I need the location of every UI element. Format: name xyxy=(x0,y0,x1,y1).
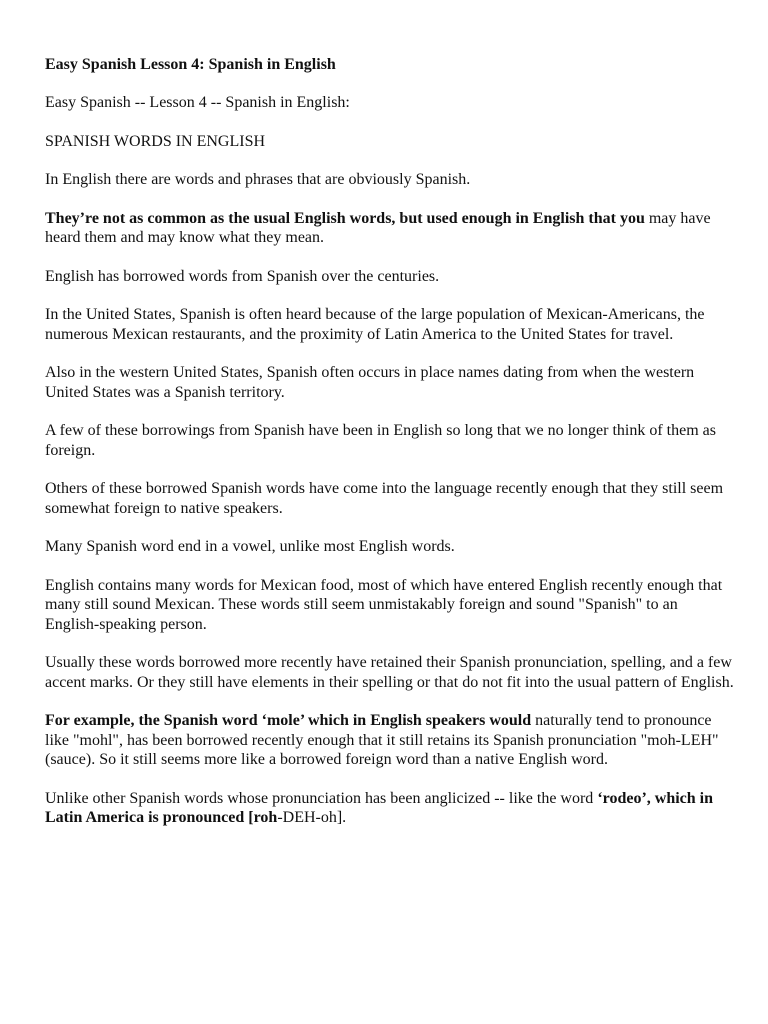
paragraph xyxy=(45,653,735,692)
paragraph-text: A few of these borrowings from Spanish have been in English so long that we no longer think of them as foreign. xyxy=(45,422,716,459)
paragraph-text: Others of these borrowed Spanish words have come into the language recently enough that they still seem somewhat foreign to native speakers. xyxy=(45,480,724,517)
paragraph-bold-text: For example, the Spanish word ‘mole’ which in English speakers would xyxy=(45,712,532,729)
paragraph-text: English has borrowed words from Spanish over the centuries. xyxy=(45,267,440,285)
paragraph-bold-text: They’re not as common as the usual English words, but used enough in English that you xyxy=(45,209,645,227)
paragraph xyxy=(45,363,735,402)
paragraph-text: naturally tend to pronounce like "mohl", has been borrowed recently enough that it still retains its Spanish pronunciation "moh-LEH" (sauce). So it still seems more like a borrowed foreign word than a native English word. xyxy=(45,712,719,768)
paragraph-text: may have heard them and may know what they mean. xyxy=(45,209,711,246)
paragraph-text: Unlike other Spanish words whose pronunciation has been anglicized -- like the word xyxy=(45,789,598,807)
paragraph-text: In the United States, Spanish is often heard because of the large population of Mexican-Americans, the numerous Mexican restaurants, and the proximity of Latin America to the United States for travel. xyxy=(45,306,705,343)
paragraph-text: Usually these words borrowed more recently have retained their Spanish pronunciation, spelling, and a few accent marks. Or they still have elements in their spelling or that do not fit into the usual pattern of English. xyxy=(45,654,734,691)
paragraph-bold-text: ‘rodeo’, which in Latin America is pronounced [roh xyxy=(45,789,714,826)
paragraph xyxy=(45,479,735,518)
paragraph xyxy=(45,267,735,287)
paragraph-text: -DEH-oh]. xyxy=(277,809,347,826)
paragraph-text: English contains many words for Mexican food, most of which have entered English recently enough that many still sound Mexican. These words still seem unmistakably foreign and sound "Spanish" to an English-speaking person. xyxy=(45,576,723,633)
document-page xyxy=(45,55,735,847)
paragraph-text: Easy Spanish -- Lesson 4 -- Spanish in English: xyxy=(45,94,350,111)
paragraph xyxy=(45,209,735,248)
paragraph xyxy=(45,789,735,828)
paragraph xyxy=(45,305,735,344)
paragraph-text: SPANISH WORDS IN ENGLISH xyxy=(45,132,266,150)
section-heading xyxy=(45,132,735,152)
paragraph xyxy=(45,576,735,635)
document-title: Easy Spanish Lesson 4: Spanish in English xyxy=(45,56,336,73)
paragraph-text: In English there are words and phrases that are obviously Spanish. xyxy=(45,171,471,188)
paragraph xyxy=(45,421,735,460)
paragraph xyxy=(45,537,735,557)
paragraph xyxy=(45,711,735,770)
paragraph-text: Many Spanish word end in a vowel, unlike most English words. xyxy=(45,538,455,555)
paragraph xyxy=(45,170,735,190)
paragraph-text: Also in the western United States, Spanish often occurs in place names dating from when the western United States was a Spanish territory. xyxy=(45,364,695,401)
paragraph xyxy=(45,93,735,113)
